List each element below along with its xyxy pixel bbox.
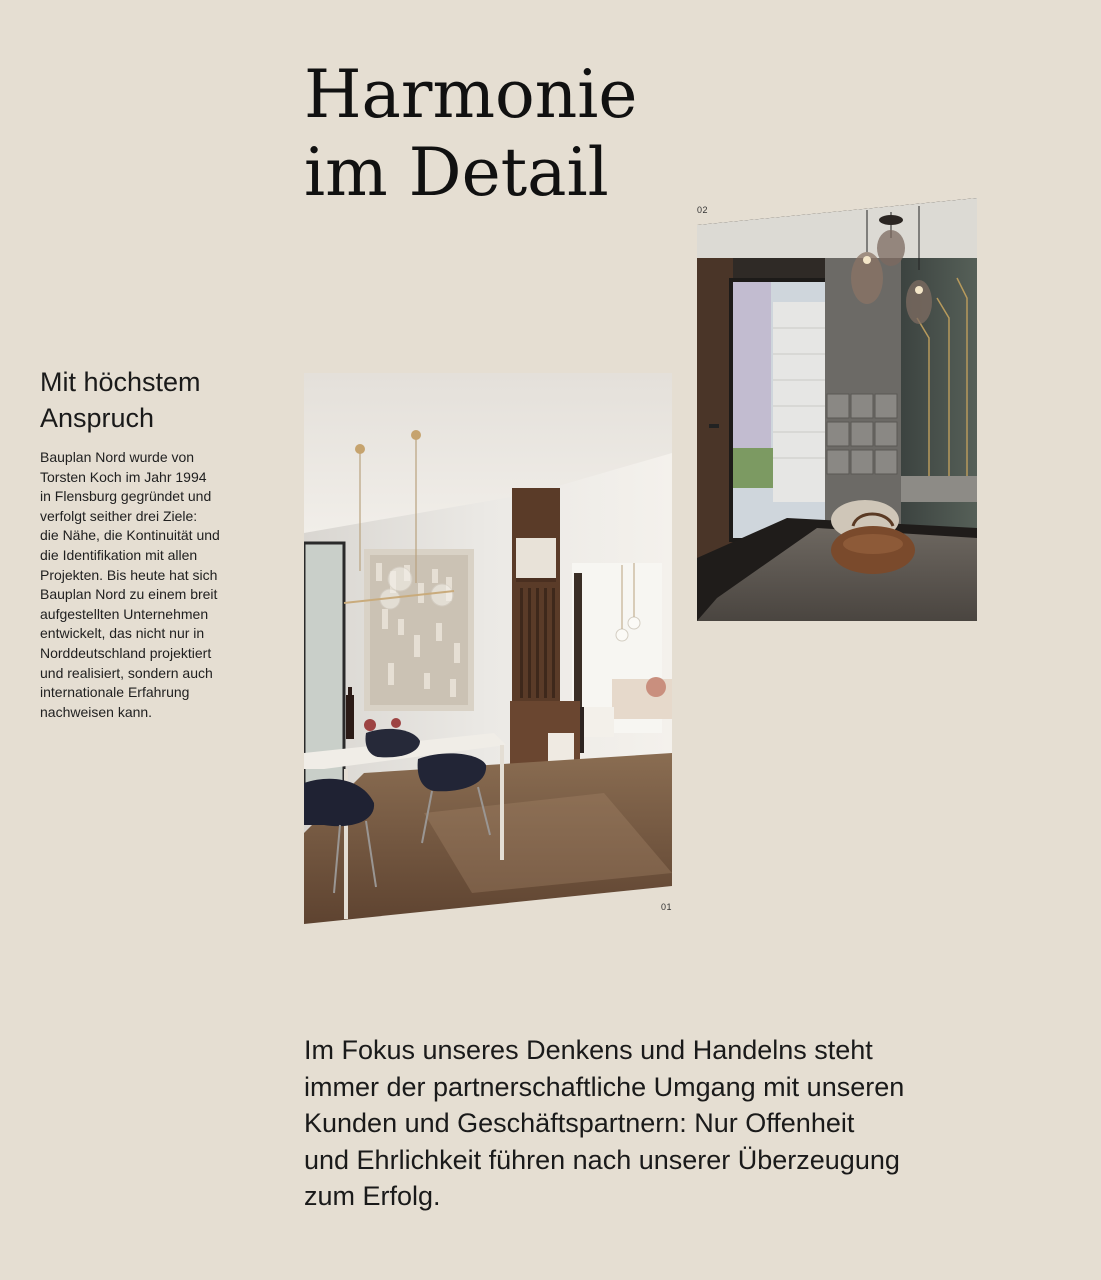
closing-statement	[304, 1032, 1044, 1215]
quote-line: immer der partnerschaftliche Umgang mit unseren	[304, 1071, 905, 1102]
intro-line: in Flensburg gegründet und	[40, 488, 212, 505]
intro-line: Bauplan Nord zu einem breit	[40, 586, 218, 603]
intro-line: Norddeutschland projektiert	[40, 644, 212, 661]
quote-line: zum Erfolg.	[304, 1181, 441, 1211]
quote-line: Im Fokus unseres Denkens und Handelns steht	[304, 1035, 873, 1065]
intro-line: Projekten. Bis heute hat sich	[40, 566, 218, 583]
intro-line: die Nähe, die Kontinuität und	[40, 527, 220, 544]
entrance-hall-photo	[697, 198, 977, 621]
title-line-1: Harmonie	[304, 56, 638, 133]
image-caption-01: 01	[661, 902, 673, 912]
intro-line: entwickelt, das nicht nur in	[40, 625, 205, 642]
intro-line: Bauplan Nord wurde von	[40, 449, 195, 465]
intro-line: Torsten Koch im Jahr 1994	[40, 468, 207, 485]
intro-line: aufgestellten Unternehmen	[40, 605, 209, 622]
intro-line: die Identifikation mit allen	[40, 546, 198, 563]
intro-line: verfolgt seither drei Ziele:	[40, 507, 198, 524]
intro-line: nachweisen kann.	[40, 703, 153, 720]
quote-line: Kunden und Geschäftspartnern: Nur Offenheit	[304, 1108, 855, 1138]
dining-room-photo	[304, 373, 672, 924]
intro-line: und realisiert, sondern auch	[40, 664, 213, 681]
image-caption-02: 02	[697, 205, 709, 215]
intro-heading	[40, 364, 280, 436]
title-line-2: im Detail	[304, 134, 609, 211]
intro-line: internationale Erfahrung	[40, 684, 190, 701]
intro-paragraph	[40, 448, 254, 722]
intro-heading-line-1: Mit höchstem	[40, 367, 201, 397]
quote-line: und Ehrlichkeit führen nach unserer Überzeugung	[304, 1144, 900, 1175]
intro-heading-line-2: Anspruch	[40, 403, 155, 433]
page-title	[304, 56, 637, 212]
